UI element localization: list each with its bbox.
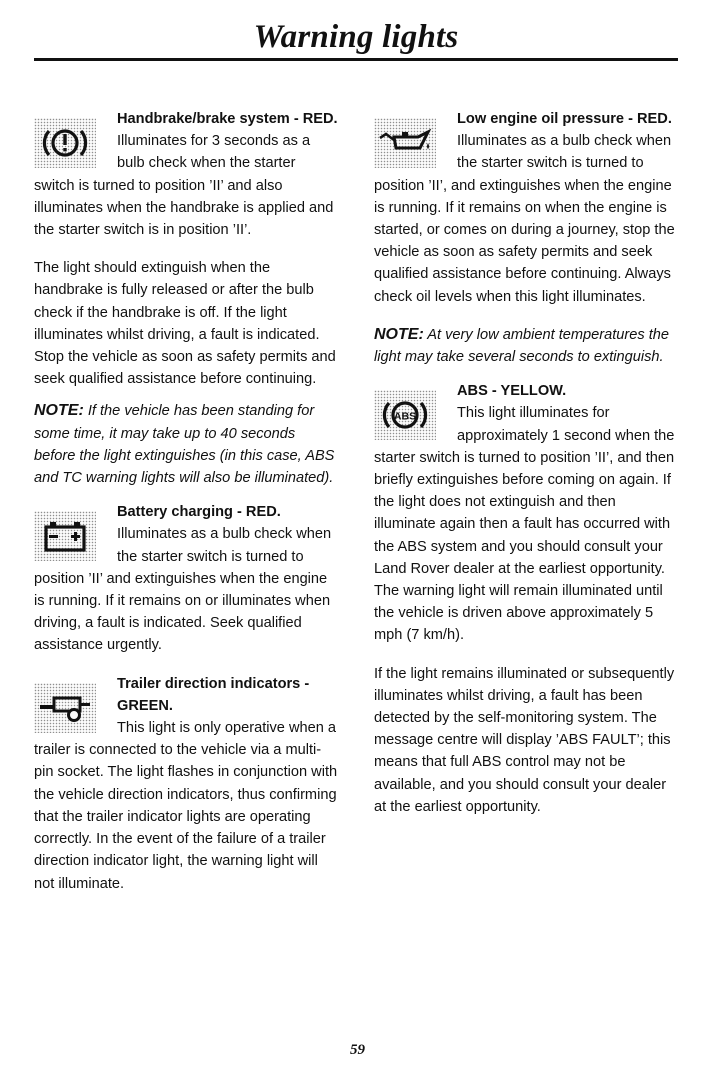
handbrake-heading: Handbrake/brake system - RED. <box>117 111 338 127</box>
trailer-heading: Trailer direction indicators - GREEN. <box>117 675 310 714</box>
abs-warning-icon <box>374 390 436 440</box>
page-title: Warning lights <box>253 19 459 55</box>
battery-entry <box>34 501 340 656</box>
trailer-entry <box>34 673 340 895</box>
right-column <box>374 108 680 828</box>
oil-heading: Low engine oil pressure - RED. <box>457 111 672 127</box>
note-label: NOTE: <box>374 325 424 343</box>
oil-note <box>374 324 680 368</box>
abs-icon-text: ABS <box>393 410 417 423</box>
trailer-indicator-icon <box>34 683 96 733</box>
battery-warning-icon <box>34 511 96 561</box>
trailer-body: This light is only operative when a trailer is connected to the vehicle via a multi-pin socket. The light flashes in conjunction with the vehicle direction indicators, thus confirming that the trailer indicator lights are operating correctly. In the event of the failure of a trailer direction indicator light, the warning light will not illuminate. <box>34 720 338 892</box>
abs-entry <box>374 380 680 646</box>
page-number: 59 <box>350 1042 365 1058</box>
handbrake-entry <box>34 108 340 241</box>
oil-entry <box>374 108 680 308</box>
note-text: At very low ambient temperatures the light may take several seconds to extinguish. <box>374 326 670 366</box>
handbrake-body: Illuminates for 3 seconds as a bulb check when the starter switch is turned to position ’II’ and also illuminates when the handbrake is applied and the starter switch is in position ’II’. <box>34 133 334 239</box>
handbrake-warning-icon <box>34 118 96 168</box>
left-column <box>34 108 340 911</box>
note-text: If the vehicle has been standing for some time, it may take up to 40 seconds before the light extinguishes (in this case, ABS and TC warning lights will also be illuminated). <box>34 403 335 487</box>
note-label: NOTE: <box>34 402 84 420</box>
title-rule <box>34 58 678 61</box>
oil-body: Illuminates as a bulb check when the starter switch is turned to position ’II’, and extinguishes when the engine is running. If it remains on when the engine is started, or comes on during a journey, stop the vehicle as soon as safety permits and seek qualified assistance before continuing. Always check oil levels when this light illuminates. <box>374 133 675 305</box>
battery-body: Illuminates as a bulb check when the starter switch is turned to position ’II’ and extinguishes when the engine is running. If it remains on or illuminates when driving, a fault is indicated. Seek qualified assistance urgently. <box>34 526 332 654</box>
handbrake-note <box>34 400 340 489</box>
handbrake-paragraph: The light should extinguish when the handbrake is fully released or after the bulb check if the handbrake is off. If the light illuminates whilst driving, a fault is indicated. Stop the vehicle as soon as safety permits and seek qualified assistance before continuing. <box>34 260 336 388</box>
battery-heading: Battery charging - RED. <box>117 504 281 521</box>
abs-heading: ABS - YELLOW. <box>457 383 567 400</box>
oil-pressure-icon <box>374 118 436 168</box>
abs-paragraph: If the light remains illuminated or subsequently illuminates whilst driving, a fault has been detected by the self-monitoring system. The message centre will display ’ABS FAULT’; this means that full ABS control may not be available, and you should consult your dealer at the earliest opportunity. <box>374 665 675 815</box>
abs-body: This light illuminates for approximately 1 second when the starter switch is turned to position ’II’, and then briefly extinguishes before coming on again. If the light does not extinguish and then illuminate again then a fault has occurred with the ABS system and you should consult your Land Rover dealer at the earliest opportunity. The warning light will remain illuminated until the vehicle is driven above approximately 5 mph (7 km/h). <box>374 405 675 644</box>
